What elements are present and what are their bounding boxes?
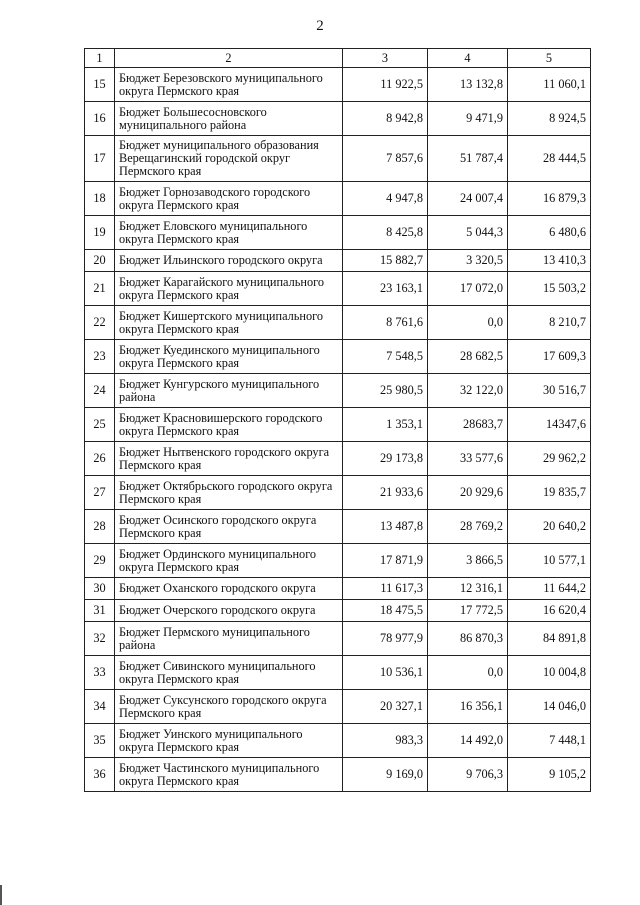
row-number: 26	[85, 442, 115, 476]
table-row	[85, 724, 591, 758]
table-row	[85, 250, 591, 272]
budget-name: Бюджет Сивинского муниципального округа Пермского края	[115, 656, 343, 690]
value-col-5: 20 640,2	[508, 510, 591, 544]
table-row	[85, 622, 591, 656]
value-col-3: 21 933,6	[343, 476, 428, 510]
row-number: 17	[85, 136, 115, 182]
value-col-5: 16 879,3	[508, 182, 591, 216]
value-col-4: 17 772,5	[428, 600, 508, 622]
header-col-2: 2	[115, 49, 343, 68]
value-col-3: 13 487,8	[343, 510, 428, 544]
value-col-4: 16 356,1	[428, 690, 508, 724]
row-number: 19	[85, 216, 115, 250]
value-col-3: 8 761,6	[343, 306, 428, 340]
value-col-4: 0,0	[428, 656, 508, 690]
value-col-4: 0,0	[428, 306, 508, 340]
value-col-5: 11 644,2	[508, 578, 591, 600]
table-row	[85, 544, 591, 578]
value-col-3: 11 617,3	[343, 578, 428, 600]
row-number: 34	[85, 690, 115, 724]
budget-name: Бюджет Уинского муниципального округа Пермского края	[115, 724, 343, 758]
value-col-4: 32 122,0	[428, 374, 508, 408]
value-col-3: 20 327,1	[343, 690, 428, 724]
table-row	[85, 374, 591, 408]
row-number: 30	[85, 578, 115, 600]
budget-name: Бюджет Октябрьского городского округа Пермского края	[115, 476, 343, 510]
header-col-1: 1	[85, 49, 115, 68]
value-col-5: 16 620,4	[508, 600, 591, 622]
value-col-5: 19 835,7	[508, 476, 591, 510]
value-col-5: 8 924,5	[508, 102, 591, 136]
budget-name: Бюджет муниципального образования Верещагинский городской округ Пермского края	[115, 136, 343, 182]
value-col-4: 33 577,6	[428, 442, 508, 476]
table-row	[85, 656, 591, 690]
budget-name: Бюджет Ординского муниципального округа Пермского края	[115, 544, 343, 578]
row-number: 31	[85, 600, 115, 622]
table-row	[85, 690, 591, 724]
row-number: 24	[85, 374, 115, 408]
value-col-5: 7 448,1	[508, 724, 591, 758]
table-row	[85, 136, 591, 182]
budget-name: Бюджет Еловского муниципального округа Пермского края	[115, 216, 343, 250]
value-col-5: 28 444,5	[508, 136, 591, 182]
value-col-5: 30 516,7	[508, 374, 591, 408]
budget-name: Бюджет Кишертского муниципального округа Пермского края	[115, 306, 343, 340]
value-col-3: 8 942,8	[343, 102, 428, 136]
table-row	[85, 102, 591, 136]
table-row	[85, 340, 591, 374]
value-col-3: 1 353,1	[343, 408, 428, 442]
value-col-5: 14347,6	[508, 408, 591, 442]
row-number: 35	[85, 724, 115, 758]
budget-name: Бюджет Большесосновского муниципального района	[115, 102, 343, 136]
row-number: 25	[85, 408, 115, 442]
table-row	[85, 182, 591, 216]
row-number: 16	[85, 102, 115, 136]
row-number: 18	[85, 182, 115, 216]
value-col-5: 15 503,2	[508, 272, 591, 306]
table-row	[85, 408, 591, 442]
row-number: 23	[85, 340, 115, 374]
value-col-4: 28683,7	[428, 408, 508, 442]
value-col-5: 8 210,7	[508, 306, 591, 340]
value-col-4: 24 007,4	[428, 182, 508, 216]
table-row	[85, 510, 591, 544]
header-col-4: 4	[428, 49, 508, 68]
table-row	[85, 578, 591, 600]
value-col-3: 18 475,5	[343, 600, 428, 622]
value-col-4: 20 929,6	[428, 476, 508, 510]
value-col-5: 13 410,3	[508, 250, 591, 272]
table-row	[85, 272, 591, 306]
header-col-5: 5	[508, 49, 591, 68]
value-col-5: 9 105,2	[508, 758, 591, 792]
value-col-5: 29 962,2	[508, 442, 591, 476]
row-number: 36	[85, 758, 115, 792]
budget-name: Бюджет Нытвенского городского округа Пермского края	[115, 442, 343, 476]
row-number: 20	[85, 250, 115, 272]
value-col-4: 86 870,3	[428, 622, 508, 656]
value-col-5: 6 480,6	[508, 216, 591, 250]
budget-name: Бюджет Кунгурского муниципального района	[115, 374, 343, 408]
value-col-3: 9 169,0	[343, 758, 428, 792]
value-col-3: 11 922,5	[343, 68, 428, 102]
value-col-3: 10 536,1	[343, 656, 428, 690]
value-col-3: 15 882,7	[343, 250, 428, 272]
value-col-5: 84 891,8	[508, 622, 591, 656]
value-col-3: 78 977,9	[343, 622, 428, 656]
value-col-4: 17 072,0	[428, 272, 508, 306]
table-row	[85, 476, 591, 510]
value-col-3: 17 871,9	[343, 544, 428, 578]
value-col-4: 51 787,4	[428, 136, 508, 182]
budget-name: Бюджет Куединского муниципального округа Пермского края	[115, 340, 343, 374]
budget-name: Бюджет Ильинского городского округа	[115, 250, 343, 272]
table-row	[85, 216, 591, 250]
row-number: 33	[85, 656, 115, 690]
value-col-4: 12 316,1	[428, 578, 508, 600]
header-col-3: 3	[343, 49, 428, 68]
row-number: 32	[85, 622, 115, 656]
value-col-3: 23 163,1	[343, 272, 428, 306]
value-col-5: 14 046,0	[508, 690, 591, 724]
table-row	[85, 442, 591, 476]
page-number: 2	[316, 18, 324, 34]
value-col-3: 25 980,5	[343, 374, 428, 408]
budget-name: Бюджет Березовского муниципального округа Пермского края	[115, 68, 343, 102]
budget-name: Бюджет Горнозаводского городского округа Пермского края	[115, 182, 343, 216]
scan-edge-mark	[0, 885, 2, 905]
value-col-3: 4 947,8	[343, 182, 428, 216]
value-col-4: 14 492,0	[428, 724, 508, 758]
value-col-4: 3 320,5	[428, 250, 508, 272]
budget-name: Бюджет Суксунского городского округа Пермского края	[115, 690, 343, 724]
table-row	[85, 600, 591, 622]
table-row	[85, 306, 591, 340]
row-number: 15	[85, 68, 115, 102]
row-number: 27	[85, 476, 115, 510]
budget-name: Бюджет Оханского городского округа	[115, 578, 343, 600]
budget-name: Бюджет Карагайского муниципального округа Пермского края	[115, 272, 343, 306]
row-number: 29	[85, 544, 115, 578]
budget-name: Бюджет Осинского городского округа Пермского края	[115, 510, 343, 544]
value-col-3: 29 173,8	[343, 442, 428, 476]
budget-name: Бюджет Красновишерского городского округа Пермского края	[115, 408, 343, 442]
budget-name: Бюджет Частинского муниципального округа Пермского края	[115, 758, 343, 792]
value-col-3: 7 857,6	[343, 136, 428, 182]
value-col-5: 11 060,1	[508, 68, 591, 102]
value-col-4: 13 132,8	[428, 68, 508, 102]
value-col-4: 3 866,5	[428, 544, 508, 578]
value-col-5: 10 004,8	[508, 656, 591, 690]
row-number: 21	[85, 272, 115, 306]
row-number: 28	[85, 510, 115, 544]
budget-name: Бюджет Пермского муниципального района	[115, 622, 343, 656]
value-col-5: 17 609,3	[508, 340, 591, 374]
value-col-3: 8 425,8	[343, 216, 428, 250]
value-col-4: 28 682,5	[428, 340, 508, 374]
table-header-row	[85, 49, 591, 68]
budget-table	[84, 48, 591, 792]
value-col-4: 5 044,3	[428, 216, 508, 250]
value-col-5: 10 577,1	[508, 544, 591, 578]
row-number: 22	[85, 306, 115, 340]
value-col-4: 9 706,3	[428, 758, 508, 792]
budget-name: Бюджет Очерского городского округа	[115, 600, 343, 622]
value-col-3: 7 548,5	[343, 340, 428, 374]
table-row	[85, 68, 591, 102]
value-col-4: 9 471,9	[428, 102, 508, 136]
value-col-3: 983,3	[343, 724, 428, 758]
value-col-4: 28 769,2	[428, 510, 508, 544]
table-row	[85, 758, 591, 792]
